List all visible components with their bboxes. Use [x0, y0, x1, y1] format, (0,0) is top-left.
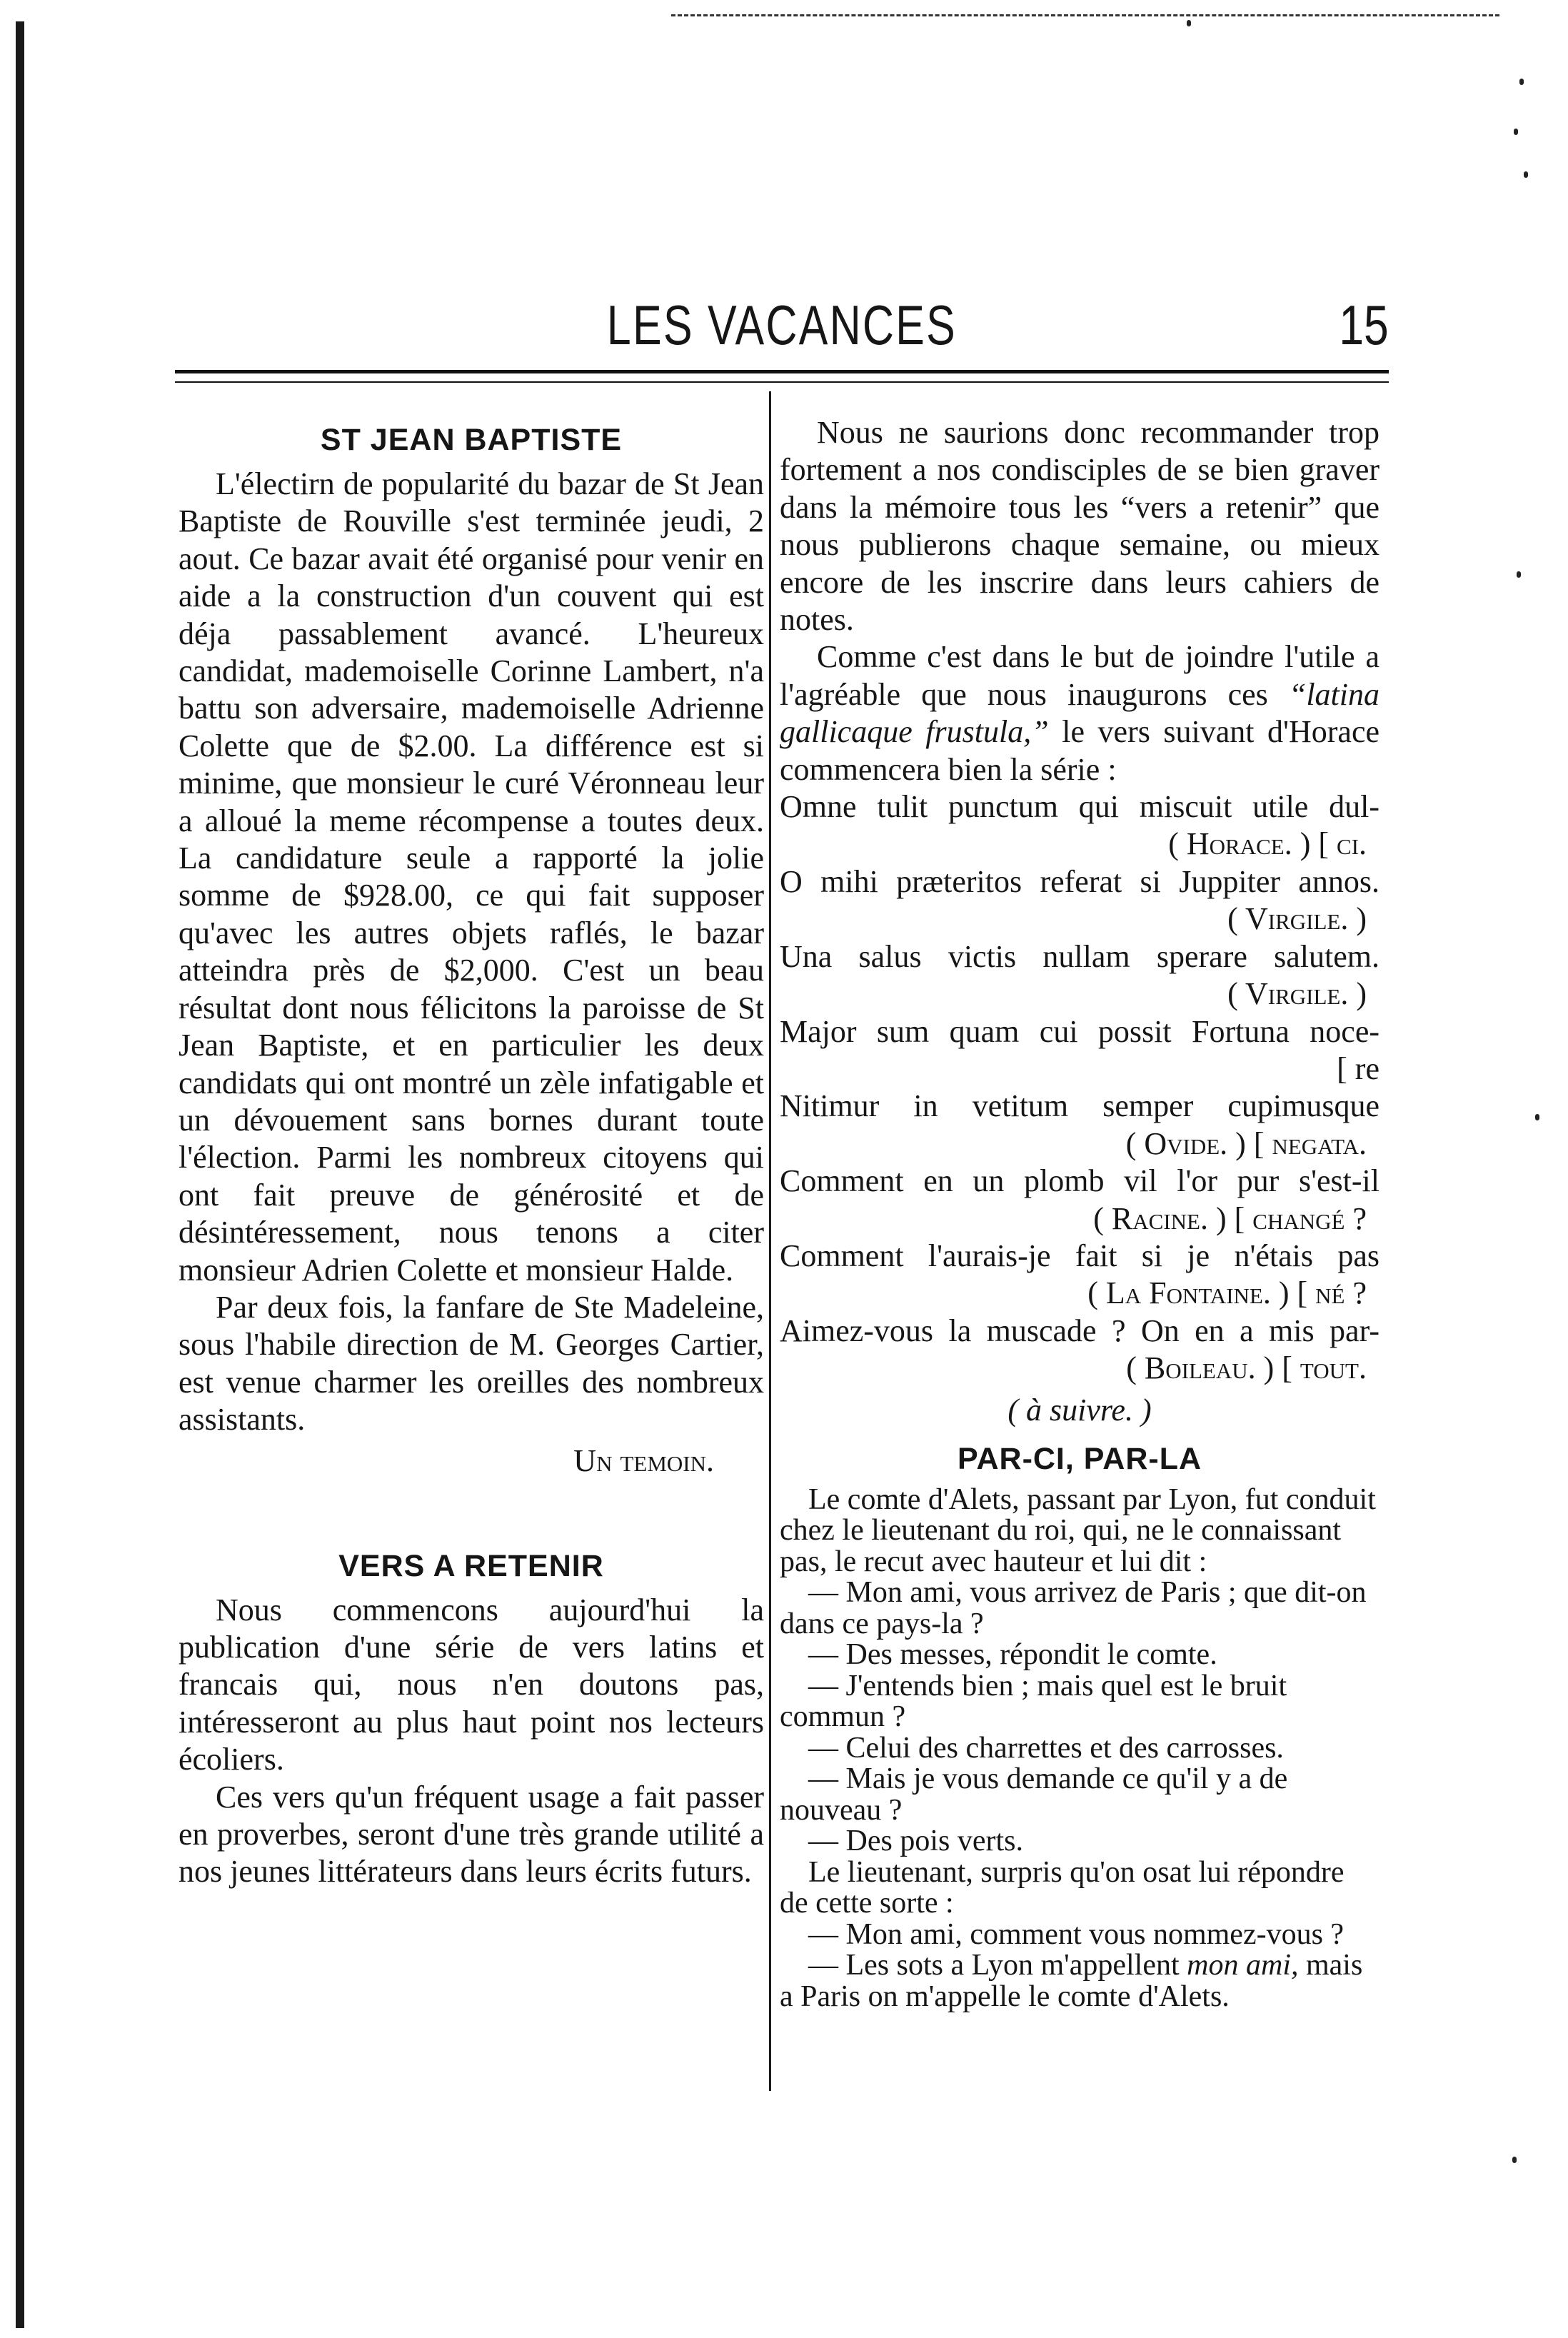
page-header	[175, 293, 1389, 371]
article-paragraph: Nous commencons aujourd'hui la publication d'une série de vers latins et francais qui, nous n'en doutons pas, intéresseront au plus haut point nos lecteurs écoliers.	[179, 1592, 764, 1777]
anecdote-line: — Mon ami, vous arrivez de Paris ; que dit-on dans ce pays-la ?	[780, 1576, 1367, 1640]
article-paragraph: Nous ne saurions donc recommander trop fortement a nos condisciples de se bien graver dans la mémoire tous les “vers a retenir” que nous publierons chaque semaine, ou mieux encore de les inscrire dans leurs cahiers de notes.	[780, 415, 1379, 638]
header-rule-thin	[175, 381, 1389, 383]
anecdote-line: — Celui des charrettes et des carrosses.	[808, 1731, 1284, 1765]
verse-line: Comment l'aurais-je fait si je n'étais pas	[780, 1238, 1379, 1273]
section-title-st-jean-baptiste: ST JEAN BAPTISTE	[320, 423, 623, 457]
scan-speck	[1514, 129, 1518, 135]
scan-speck	[1512, 2157, 1517, 2163]
right-column	[780, 414, 1379, 2012]
anecdote-italic: mon ami,	[1187, 1949, 1299, 1982]
section-title-par-ci-par-la: PAR-CI, PAR-LA	[957, 1441, 1202, 1476]
paragraph-text: Comme c'est dans le but de joindre l'utile a l'agréable que nous inaugurons ces	[780, 639, 1379, 712]
verse-reference: ( Virgile. )	[1227, 901, 1367, 937]
anecdote-text: mais a Paris on m'appelle le comte d'Alets.	[780, 1949, 1363, 2013]
anecdote-line: Le lieutenant, surpris qu'on osat lui répondre de cette sorte :	[780, 1855, 1345, 1920]
verse-list	[780, 788, 1379, 1388]
anecdote-line: — Des messes, répondit le comte.	[808, 1638, 1217, 1672]
scan-speck	[1517, 571, 1521, 578]
section-title-vers-a-retenir: VERS A RETENIR	[338, 1548, 604, 1583]
binding-edge	[16, 21, 24, 2328]
page-number: 15	[1339, 293, 1389, 356]
article-paragraph	[780, 638, 1379, 788]
verse-reference: ( Ovide. ) [ negata.	[1125, 1125, 1367, 1161]
verse-line: Nitimur in vetitum semper cupimusque	[780, 1088, 1379, 1124]
column-divider	[769, 391, 771, 2091]
verse-line: Una salus victis nullam sperare salutem.	[780, 938, 1379, 974]
verse-reference: ( Horace. ) [ ci.	[1168, 826, 1367, 862]
anecdote-line: Le comte d'Alets, passant par Lyon, fut conduit chez le lieutenant du roi, qui, ne le connaissant pas, le recut avec hauteur et lui dit :	[780, 1482, 1376, 1578]
top-scan-mark	[671, 14, 1499, 16]
verse-line: Comment en un plomb vil l'or pur s'est-il	[780, 1163, 1379, 1199]
left-column	[179, 414, 764, 1891]
scan-speck	[1535, 1114, 1539, 1120]
running-title: LES VACANCES	[606, 293, 958, 356]
article-paragraph: Par deux fois, la fanfare de Ste Madeleine, sous l'habile direction de M. Georges Cartier, est venue charmer les oreilles des nombreux assistants.	[179, 1289, 764, 1438]
anecdote-line	[780, 1950, 1379, 2012]
verse-line: O mihi præteritos referat si Juppiter annos.	[780, 863, 1379, 899]
anecdote-line: — Mon ami, comment vous nommez-vous ?	[808, 1917, 1345, 1951]
scan-speck	[1187, 20, 1191, 26]
verse-line: Aimez-vous la muscade ? On en a mis par-	[780, 1313, 1379, 1348]
to-be-continued: ( à suivre. )	[1007, 1392, 1152, 1428]
scan-speck	[1524, 171, 1528, 178]
anecdote-text: — Les sots a Lyon m'appellent	[808, 1949, 1187, 1982]
anecdote-line: — Mais je vous demande ce qu'il y a de nouveau ?	[780, 1762, 1288, 1827]
anecdote	[780, 1482, 1379, 2013]
latin-phrase: “latina gallicaque frustula,”	[780, 676, 1379, 750]
anecdote-line: — J'entends bien ; mais quel est le bruit commun ?	[780, 1669, 1287, 1734]
article-paragraph: Ces vers qu'un fréquent usage a fait passer en proverbes, seront d'une très grande utilité a nos jeunes littérateurs dans leurs écrits futurs.	[179, 1779, 764, 1890]
verse-reference: ( Boileau. ) [ tout.	[1126, 1350, 1367, 1386]
paragraph-text: le vers suivant d'Horace commencera bien la série :	[780, 714, 1380, 787]
article-signature: Un temoin.	[573, 1443, 714, 1478]
verse-line: Major sum quam cui possit Fortuna noce-	[780, 1013, 1379, 1049]
verse-reference: ( La Fontaine. ) [ né ?	[1087, 1275, 1367, 1311]
verse-reference: ( Virgile. )	[1227, 976, 1367, 1012]
header-rule-thick	[175, 370, 1389, 373]
article-paragraph: L'électirn de popularité du bazar de St Jean Baptiste de Rouville s'est terminée jeudi, 2 aout. Ce bazar avait été organisé pour venir en aide a la construction d'un couvent qui est déja passablement avancé. L'heureux candidat, mademoiselle Corinne Lambert, n'a battu son adversaire, mademoiselle Adrienne Colette que de $2.00. La différence est si minime, que monsieur le curé Véronneau leur a alloué la meme récompense a toutes deux. La candidature seule a rapporté la jolie somme de $928.00, ce qui fait supposer qu'avec les autres objets raflés, le bazar atteindra près de $2,000. C'est un beau résultat dont nous félicitons la paroisse de St Jean Baptiste, et en particulier les deux candidats qui ont montré un zèle infatigable et un dévouement sans bornes durant toute l'élection. Parmi les nombreux citoyens qui ont fait preuve de générosité et de désintéressement, nous tenons a citer monsieur Adrien Colette et monsieur Halde.	[179, 466, 764, 1288]
verse-line: Omne tulit punctum qui miscuit utile dul-	[780, 789, 1379, 825]
verse-reference: ( Racine. ) [ changé ?	[1093, 1200, 1367, 1236]
anecdote-line: — Des pois verts.	[808, 1825, 1023, 1858]
scan-speck	[1519, 79, 1524, 85]
verse-reference: [ re	[1337, 1050, 1379, 1086]
